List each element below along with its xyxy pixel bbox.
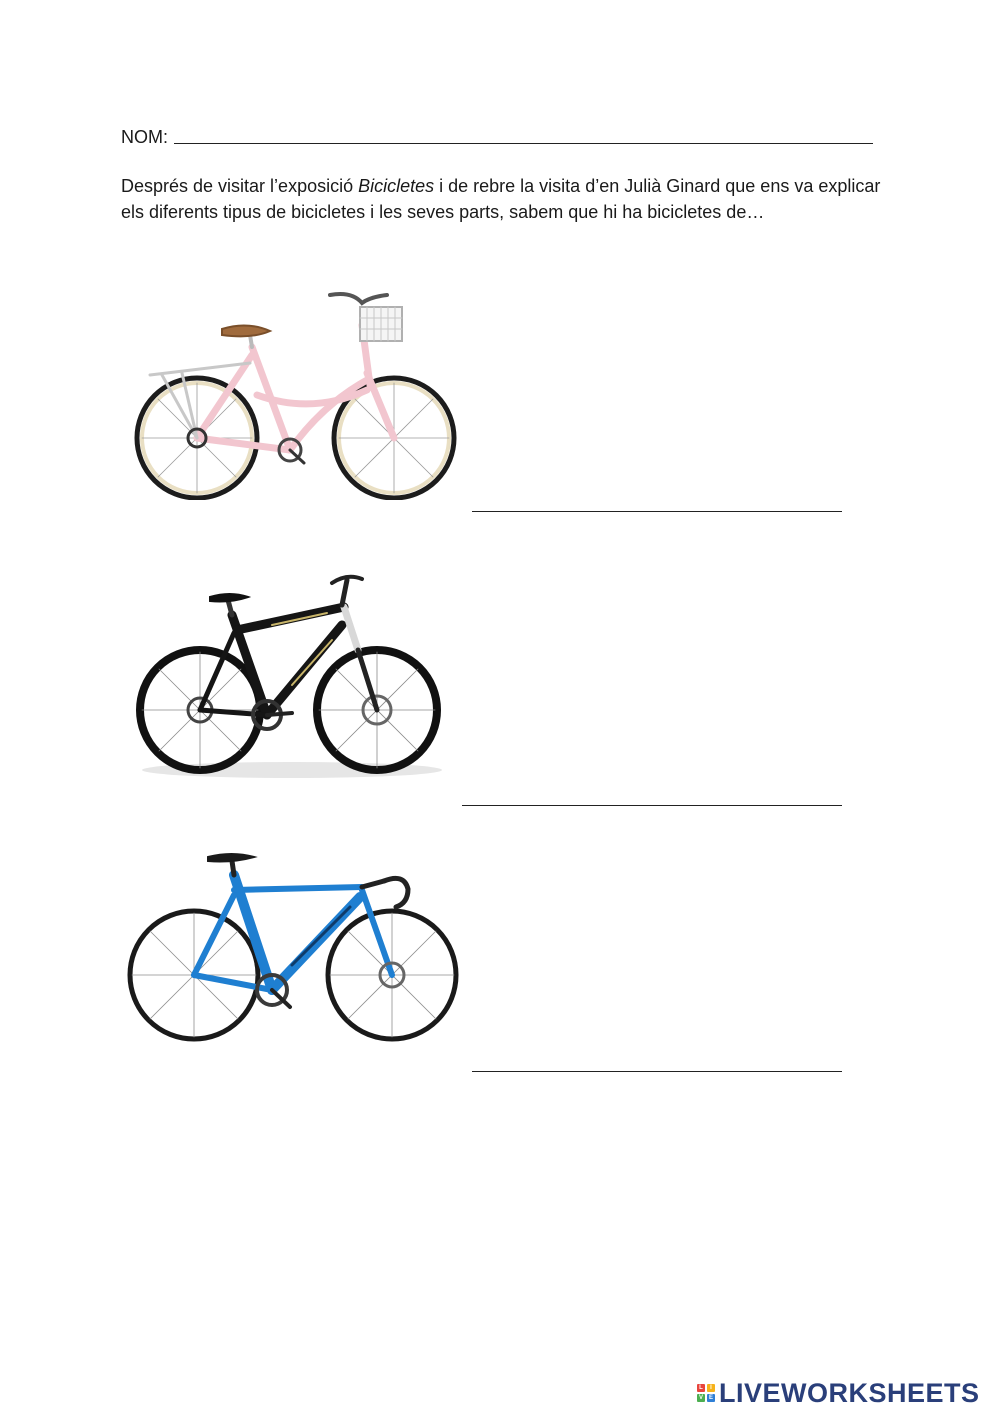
answer-line-1[interactable] xyxy=(472,511,842,512)
answer-line-2[interactable] xyxy=(462,805,842,806)
city-bike-image xyxy=(122,285,467,500)
logo-text: LIVEWORKSHEETS xyxy=(719,1377,980,1408)
liveworksheets-logo xyxy=(697,1376,980,1410)
intro-paragraph xyxy=(121,173,881,225)
logo-letter-i: I xyxy=(707,1384,715,1392)
intro-text-end: i de rebre la visita d’en Julià Ginard que ens va explicar els diferents tipus de bicicletes i les seves parts, sabem que hi ha bicicletes de… xyxy=(121,176,881,222)
logo-letter-v: V xyxy=(698,1395,703,1401)
logo-mark-icon xyxy=(697,1384,715,1402)
intro-text-start: Després de visitar l’exposició xyxy=(121,176,359,196)
name-input-line[interactable] xyxy=(174,143,873,144)
road-bike-image xyxy=(122,845,467,1060)
logo-letter-e: E xyxy=(708,1395,713,1401)
answer-line-3[interactable] xyxy=(472,1071,842,1072)
exhibition-title: Bicicletes xyxy=(358,176,435,196)
mountain-bike-image xyxy=(122,545,457,800)
name-label: NOM: xyxy=(121,127,168,147)
name-row xyxy=(121,120,873,148)
logo-letter-l: L xyxy=(697,1384,705,1392)
